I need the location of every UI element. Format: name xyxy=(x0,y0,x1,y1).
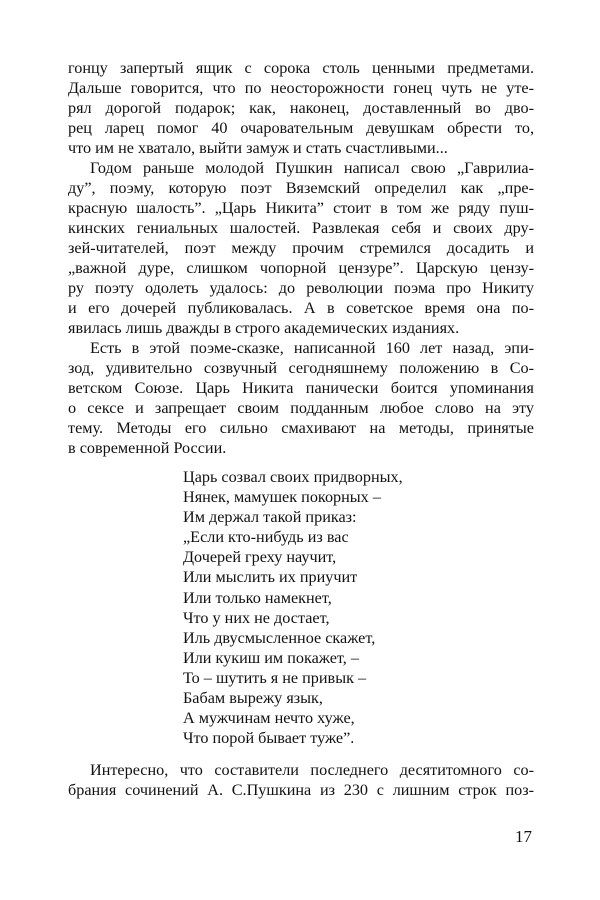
prose-block-top xyxy=(68,58,534,458)
text-line: зей-читателей, поэт между прочим стремился досадить и xyxy=(68,239,534,257)
text-line: ветском Союзе. Царь Никита панически боится упоминания xyxy=(68,379,534,397)
poem-line: Им держал такой приказ: xyxy=(183,508,357,527)
poem-line: Или только намекнет, xyxy=(183,588,332,607)
text-line: ру поэту одолеть удалось: до революции поэма про Никиту xyxy=(68,279,534,297)
poem-line: Дочерей греху научит, xyxy=(183,548,337,567)
text-line: Годом раньше молодой Пушкин написал свою „Гаврилиа- xyxy=(90,159,534,177)
text-line: кинских гениальных шалостей. Развлекая себя и своих дру- xyxy=(68,219,534,237)
text-line: зод, удивительно созвучный сегодняшнему положению в Со- xyxy=(68,359,534,377)
poem-line: Или мыслить их приучит xyxy=(183,568,358,587)
text-line: о сексе и запрещает своим подданным любое слово на эту xyxy=(68,399,534,417)
text-line: тему. Методы его сильно смахивают на методы, принятые xyxy=(68,419,534,437)
poem-line: То – шутить я не привык – xyxy=(183,668,367,687)
page-number: 17 xyxy=(515,827,532,846)
text-line: Интересно, что составители последнего десятитомного со- xyxy=(90,761,534,779)
poem-line: Или кукиш им покажет, – xyxy=(183,648,359,667)
poem-line: Царь созвал своих придворных, xyxy=(183,468,403,486)
poem-line: Что у них не достает, xyxy=(183,608,330,627)
poem-line: Нянек, мамушек покорных – xyxy=(183,488,381,507)
text-line: Есть в этой поэме-сказке, написанной 160 лет назад, эпи- xyxy=(90,339,534,357)
poem-line: „Если кто-нибудь из вас xyxy=(183,528,349,547)
text-line: рял дорогой подарок; как, наконец, доставленный во дво- xyxy=(68,99,534,117)
text-line: Дальше говорится, что по неосторожности гонец чуть не уте- xyxy=(68,79,534,97)
text-line: красную шалость”. „Царь Никита” стоит в том же ряду пуш- xyxy=(68,199,534,217)
poem-line: Бабам вырежу язык, xyxy=(183,689,323,708)
text-line: ду”, поэму, которую поэт Вяземский определил как „пре- xyxy=(68,179,534,197)
text-line: и его дочерей публиковалась. А в советское время она по- xyxy=(68,299,534,317)
text-line: что им не хватало, выйти замуж и стать счастливыми... xyxy=(68,139,448,157)
poem-excerpt xyxy=(183,467,403,748)
text-line: гонцу запертый ящик с сорока столь ценными предметами. xyxy=(68,59,534,77)
poem-line: Иль двусмысленное скажет, xyxy=(183,628,376,647)
text-line: явилась лишь дважды в строго академических изданиях. xyxy=(68,319,460,337)
poem-line: Что порой бывает туже”. xyxy=(183,729,355,748)
text-line: брания сочинений А. С.Пушкина из 230 с лишним строк поз- xyxy=(68,781,534,799)
text-line: в современной России. xyxy=(68,439,227,457)
text-line: „важной дуре, слишком чопорной цензуре”. Царскую цензу- xyxy=(68,259,534,277)
text-line: рец ларец помог 40 очаровательным девушкам обрести то, xyxy=(68,119,534,137)
prose-block-bottom xyxy=(68,760,534,800)
poem-line: А мужчинам нечто хуже, xyxy=(183,709,355,728)
